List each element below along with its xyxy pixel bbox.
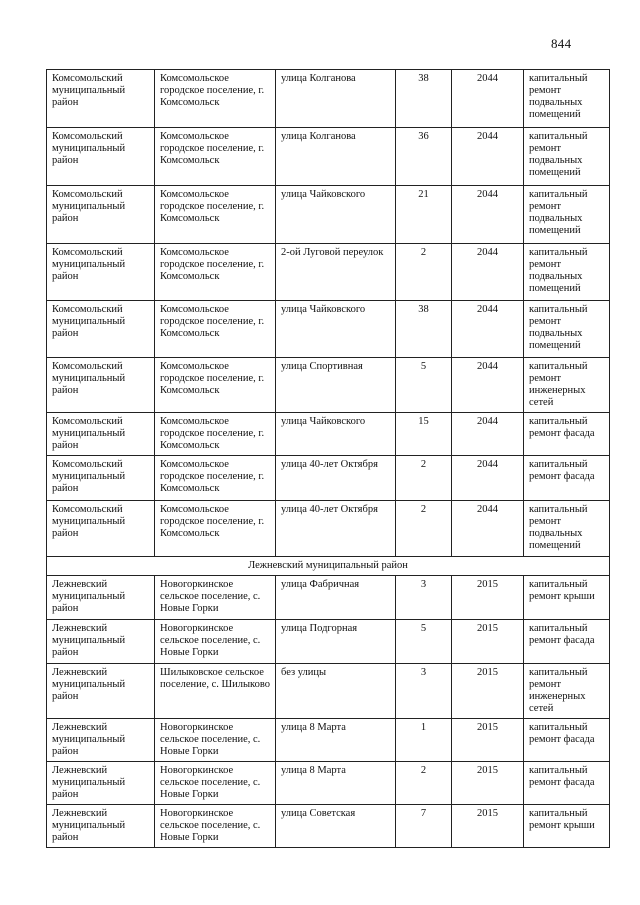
house-number-cell: 2 bbox=[396, 762, 452, 805]
table-row bbox=[47, 620, 610, 664]
street-cell: улица Фабричная bbox=[276, 576, 396, 620]
work-type-cell: капитальный ремонт инженерных сетей bbox=[524, 358, 610, 413]
street-cell: улица 40-лет Октября bbox=[276, 456, 396, 501]
work-type-cell: капитальный ремонт крыши bbox=[524, 576, 610, 620]
house-number-cell: 21 bbox=[396, 186, 452, 244]
house-number-cell: 2 bbox=[396, 501, 452, 557]
settlement-cell: Комсомольское городское поселение, г. Комсомольск bbox=[155, 186, 276, 244]
district-cell: Комсомольский муниципальный район bbox=[47, 413, 155, 456]
year-cell: 2044 bbox=[452, 128, 524, 186]
table-row bbox=[47, 456, 610, 501]
settlement-cell: Комсомольское городское поселение, г. Комсомольск bbox=[155, 244, 276, 301]
district-cell: Лежневский муниципальный район bbox=[47, 576, 155, 620]
house-number-cell: 3 bbox=[396, 576, 452, 620]
work-type-cell: капитальный ремонт подвальных помещений bbox=[524, 244, 610, 301]
house-number-cell: 38 bbox=[396, 70, 452, 128]
house-number-cell: 5 bbox=[396, 620, 452, 664]
year-cell: 2015 bbox=[452, 664, 524, 719]
year-cell: 2015 bbox=[452, 762, 524, 805]
table-row bbox=[47, 805, 610, 848]
table-row bbox=[47, 413, 610, 456]
section-header-row bbox=[47, 557, 610, 576]
district-cell: Комсомольский муниципальный район bbox=[47, 186, 155, 244]
year-cell: 2044 bbox=[452, 70, 524, 128]
settlement-cell: Комсомольское городское поселение, г. Комсомольск bbox=[155, 70, 276, 128]
house-number-cell: 5 bbox=[396, 358, 452, 413]
year-cell: 2044 bbox=[452, 413, 524, 456]
table-row bbox=[47, 70, 610, 128]
table-row bbox=[47, 128, 610, 186]
settlement-cell: Новогоркинское сельское поселение, с. Новые Горки bbox=[155, 576, 276, 620]
table-row bbox=[47, 301, 610, 358]
work-type-cell: капитальный ремонт подвальных помещений bbox=[524, 501, 610, 557]
page-number: 844 bbox=[551, 36, 572, 51]
settlement-cell: Комсомольское городское поселение, г. Комсомольск bbox=[155, 128, 276, 186]
house-number-cell: 7 bbox=[396, 805, 452, 848]
work-type-cell: капитальный ремонт крыши bbox=[524, 805, 610, 848]
year-cell: 2015 bbox=[452, 620, 524, 664]
settlement-cell: Комсомольское городское поселение, г. Комсомольск bbox=[155, 501, 276, 557]
street-cell: улица Советская bbox=[276, 805, 396, 848]
housing-repair-table bbox=[46, 69, 610, 848]
year-cell: 2044 bbox=[452, 358, 524, 413]
table-body bbox=[47, 70, 610, 848]
street-cell: улица 8 Марта bbox=[276, 762, 396, 805]
settlement-cell: Комсомольское городское поселение, г. Комсомольск bbox=[155, 358, 276, 413]
street-cell: 2-ой Луговой переулок bbox=[276, 244, 396, 301]
settlement-cell: Новогоркинское сельское поселение, с. Новые Горки bbox=[155, 719, 276, 762]
year-cell: 2044 bbox=[452, 186, 524, 244]
street-cell: улица Чайковского bbox=[276, 301, 396, 358]
table-row bbox=[47, 501, 610, 557]
district-cell: Лежневский муниципальный район bbox=[47, 762, 155, 805]
work-type-cell: капитальный ремонт подвальных помещений bbox=[524, 301, 610, 358]
district-cell: Лежневский муниципальный район bbox=[47, 664, 155, 719]
district-cell: Комсомольский муниципальный район bbox=[47, 358, 155, 413]
street-cell: улица Спортивная bbox=[276, 358, 396, 413]
district-cell: Комсомольский муниципальный район bbox=[47, 501, 155, 557]
year-cell: 2015 bbox=[452, 805, 524, 848]
work-type-cell: капитальный ремонт фасада bbox=[524, 413, 610, 456]
settlement-cell: Новогоркинское сельское поселение, с. Новые Горки bbox=[155, 805, 276, 848]
settlement-cell: Комсомольское городское поселение, г. Комсомольск bbox=[155, 456, 276, 501]
year-cell: 2044 bbox=[452, 501, 524, 557]
house-number-cell: 1 bbox=[396, 719, 452, 762]
table-row bbox=[47, 762, 610, 805]
house-number-cell: 38 bbox=[396, 301, 452, 358]
work-type-cell: капитальный ремонт подвальных помещений bbox=[524, 70, 610, 128]
year-cell: 2044 bbox=[452, 301, 524, 358]
table-row bbox=[47, 244, 610, 301]
year-cell: 2015 bbox=[452, 576, 524, 620]
street-cell: улица Колганова bbox=[276, 70, 396, 128]
table-row bbox=[47, 576, 610, 620]
table-row bbox=[47, 358, 610, 413]
year-cell: 2015 bbox=[452, 719, 524, 762]
district-cell: Лежневский муниципальный район bbox=[47, 805, 155, 848]
district-cell: Комсомольский муниципальный район bbox=[47, 128, 155, 186]
work-type-cell: капитальный ремонт подвальных помещений bbox=[524, 186, 610, 244]
district-cell: Лежневский муниципальный район bbox=[47, 620, 155, 664]
street-cell: улица 8 Марта bbox=[276, 719, 396, 762]
house-number-cell: 2 bbox=[396, 244, 452, 301]
street-cell: улица Колганова bbox=[276, 128, 396, 186]
work-type-cell: капитальный ремонт инженерных сетей bbox=[524, 664, 610, 719]
street-cell: улица Подгорная bbox=[276, 620, 396, 664]
table-row bbox=[47, 186, 610, 244]
district-cell: Лежневский муниципальный район bbox=[47, 719, 155, 762]
street-cell: улица Чайковского bbox=[276, 413, 396, 456]
district-cell: Комсомольский муниципальный район bbox=[47, 456, 155, 501]
settlement-cell: Комсомольское городское поселение, г. Комсомольск bbox=[155, 413, 276, 456]
house-number-cell: 3 bbox=[396, 664, 452, 719]
district-cell: Комсомольский муниципальный район bbox=[47, 301, 155, 358]
work-type-cell: капитальный ремонт фасада bbox=[524, 719, 610, 762]
work-type-cell: капитальный ремонт фасада bbox=[524, 762, 610, 805]
work-type-cell: капитальный ремонт подвальных помещений bbox=[524, 128, 610, 186]
settlement-cell: Новогоркинское сельское поселение, с. Новые Горки bbox=[155, 620, 276, 664]
district-cell: Комсомольский муниципальный район bbox=[47, 70, 155, 128]
house-number-cell: 15 bbox=[396, 413, 452, 456]
settlement-cell: Шилыковское сельское поселение, с. Шилыково bbox=[155, 664, 276, 719]
table-row bbox=[47, 664, 610, 719]
year-cell: 2044 bbox=[452, 456, 524, 501]
house-number-cell: 2 bbox=[396, 456, 452, 501]
year-cell: 2044 bbox=[452, 244, 524, 301]
section-title: Лежневский муниципальный район bbox=[47, 557, 610, 576]
settlement-cell: Комсомольское городское поселение, г. Комсомольск bbox=[155, 301, 276, 358]
street-cell: улица Чайковского bbox=[276, 186, 396, 244]
district-cell: Комсомольский муниципальный район bbox=[47, 244, 155, 301]
street-cell: улица 40-лет Октября bbox=[276, 501, 396, 557]
settlement-cell: Новогоркинское сельское поселение, с. Новые Горки bbox=[155, 762, 276, 805]
house-number-cell: 36 bbox=[396, 128, 452, 186]
table-row bbox=[47, 719, 610, 762]
street-cell: без улицы bbox=[276, 664, 396, 719]
work-type-cell: капитальный ремонт фасада bbox=[524, 456, 610, 501]
work-type-cell: капитальный ремонт фасада bbox=[524, 620, 610, 664]
